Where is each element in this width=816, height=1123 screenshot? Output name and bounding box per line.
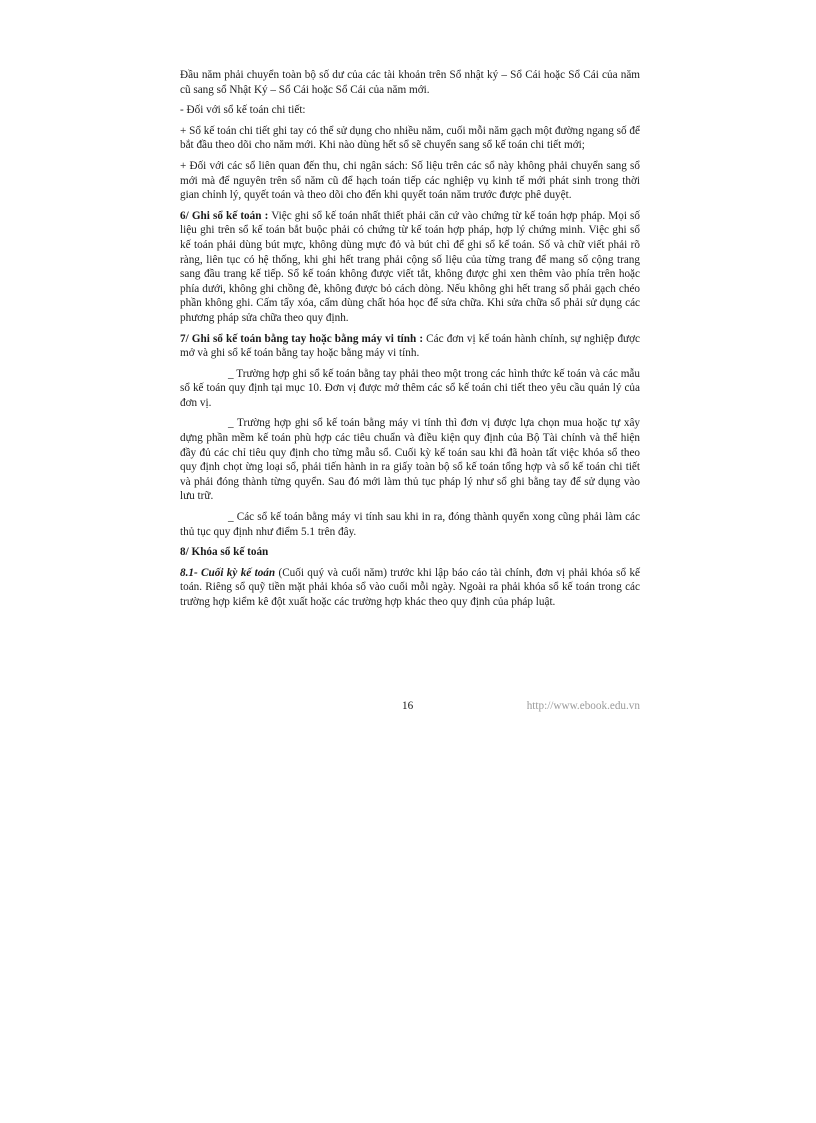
section-6-heading: 6/ Ghi sổ kế toán : bbox=[180, 209, 269, 222]
section-8-1-heading: 8.1- Cuối kỳ kế toán bbox=[180, 566, 276, 579]
section-8-heading: 8/ Khóa sổ kế toán bbox=[180, 546, 269, 559]
paragraph-detail-ledger-intro: - Đối với sổ kế toán chi tiết: bbox=[180, 104, 306, 117]
paragraph-manual-bookkeeping: _ Trường hợp ghi sổ kế toán bằng tay phải theo một trong các hình thức kế toán và các mẫu sổ kế toán quy định tại mục 10. Đơn vị được mở thêm các sổ kế toán chi tiết theo yêu cầu quản lý của đơn vị. bbox=[180, 367, 640, 409]
paragraph-printed-books: _ Các sổ kế toán bằng máy vi tính sau khi in ra, đóng thành quyển xong cũng phải làm các thủ tục quy định như điểm 5.1 trên đây. bbox=[180, 511, 640, 538]
paragraph-carry-forward: Đầu năm phải chuyển toàn bộ số dư của các tài khoản trên Sổ nhật ký – Sổ Cái hoặc Sổ Cái của năm cũ sang sổ Nhật Ký – Sổ Cái hoặc Sổ Cái của năm mới. bbox=[180, 69, 640, 96]
document-body bbox=[180, 68, 640, 616]
section-8-1-text: (Cuối quý và cuối năm) trước khi lập báo cáo tài chính, đơn vị phải khóa sổ kế toán. Riêng sổ quỹ tiền mặt phải khóa sổ vào cuối mỗi ngày. Ngoài ra phải khóa sổ kế toán trong các trường hợp kiểm kê đột xuất hoặc các trường hợp khác theo quy định của pháp luật. bbox=[180, 566, 640, 608]
footer-url: http://www.ebook.edu.vn bbox=[526, 700, 640, 712]
section-6-paragraph bbox=[180, 209, 640, 326]
page-number: 16 bbox=[402, 700, 414, 712]
paragraph-handwritten-detail-ledger: + Sổ kế toán chi tiết ghi tay có thể sử dụng cho nhiều năm, cuối mỗi năm gạch một đường ngang số để bắt đầu theo dõi cho năm mới. Khi nào dùng hết sổ sẽ chuyển sang sổ kế toán chi tiết mới; bbox=[180, 124, 640, 152]
paragraph-budget-ledger: + Đối với các sổ liên quan đến thu, chi ngân sách: Số liệu trên các sổ này không phải chuyển sang sổ mới mà để nguyên trên sổ năm cũ để hạch toán tiếp các nghiệp vụ kinh tế mới phát sinh trong thời gian chỉnh lý, quyết toán và theo dõi cho đến khi quyết toán năm trước được phê duyệt. bbox=[180, 159, 640, 202]
section-8-1-paragraph bbox=[180, 566, 640, 610]
section-7-heading: 7/ Ghi sổ kế toán bằng tay hoặc bằng máy vi tính : bbox=[180, 332, 424, 345]
section-6-text: Việc ghi sổ kế toán nhất thiết phải căn cứ vào chứng từ kế toán hợp pháp. Mọi số liệu ghi trên sổ kế toán bắt buộc phải có chứng từ kế toán hợp pháp, hợp lý chứng minh. Việc ghi sổ kế toán phải dùng bút mực, không dùng mực đỏ và bút chì để ghi sổ kế toán. Số và chữ viết phải rõ ràng, liên tục có hệ thống, khi ghi hết trang phải cộng số liệu của từng trang để mang số cộng trang sang đầu trang kế tiếp. Sổ kế toán không được viết tắt, không được ghi xen thêm vào phía trên hoặc phía dưới, không ghi chồng đè, không được bỏ cách dòng. Nếu không ghi hết trang sổ phải gạch chéo phần không ghi. Cấm tẩy xóa, cấm dùng chất hóa học để sửa chữa. Khi sửa chữa sổ phải sử dụng các phương pháp sửa chữa theo quy định. bbox=[180, 209, 640, 324]
page-footer bbox=[180, 700, 640, 716]
section-7-paragraph bbox=[180, 332, 640, 361]
section-7-text: Các đơn vị kế toán hành chính, sự nghiệp được mở và ghi sổ kế toán bằng tay hoặc bằng máy vi tính. bbox=[180, 332, 640, 360]
paragraph-computer-bookkeeping: _ Trường hợp ghi sổ kế toán bằng máy vi tính thì đơn vị được lựa chọn mua hoặc tự xây dựng phần mềm kế toán phù hợp các tiêu chuẩn và điều kiện quy định của Bộ Tài chính và thể hiện đầy đủ các chỉ tiêu quy định cho từng mẫu sổ. Cuối kỳ kế toán sau khi đã hoàn tất việc khóa sổ theo quy định chọt ừng loại sổ, phải tiến hành in ra giấy toàn bộ sổ kế toán tổng hợp và sổ kế toán chi tiết và phải đóng thành từng quyển. Sau đó mới làm thủ tục pháp lý như sổ ghi bằng tay để sử dụng vào lưu trữ. bbox=[180, 417, 640, 503]
